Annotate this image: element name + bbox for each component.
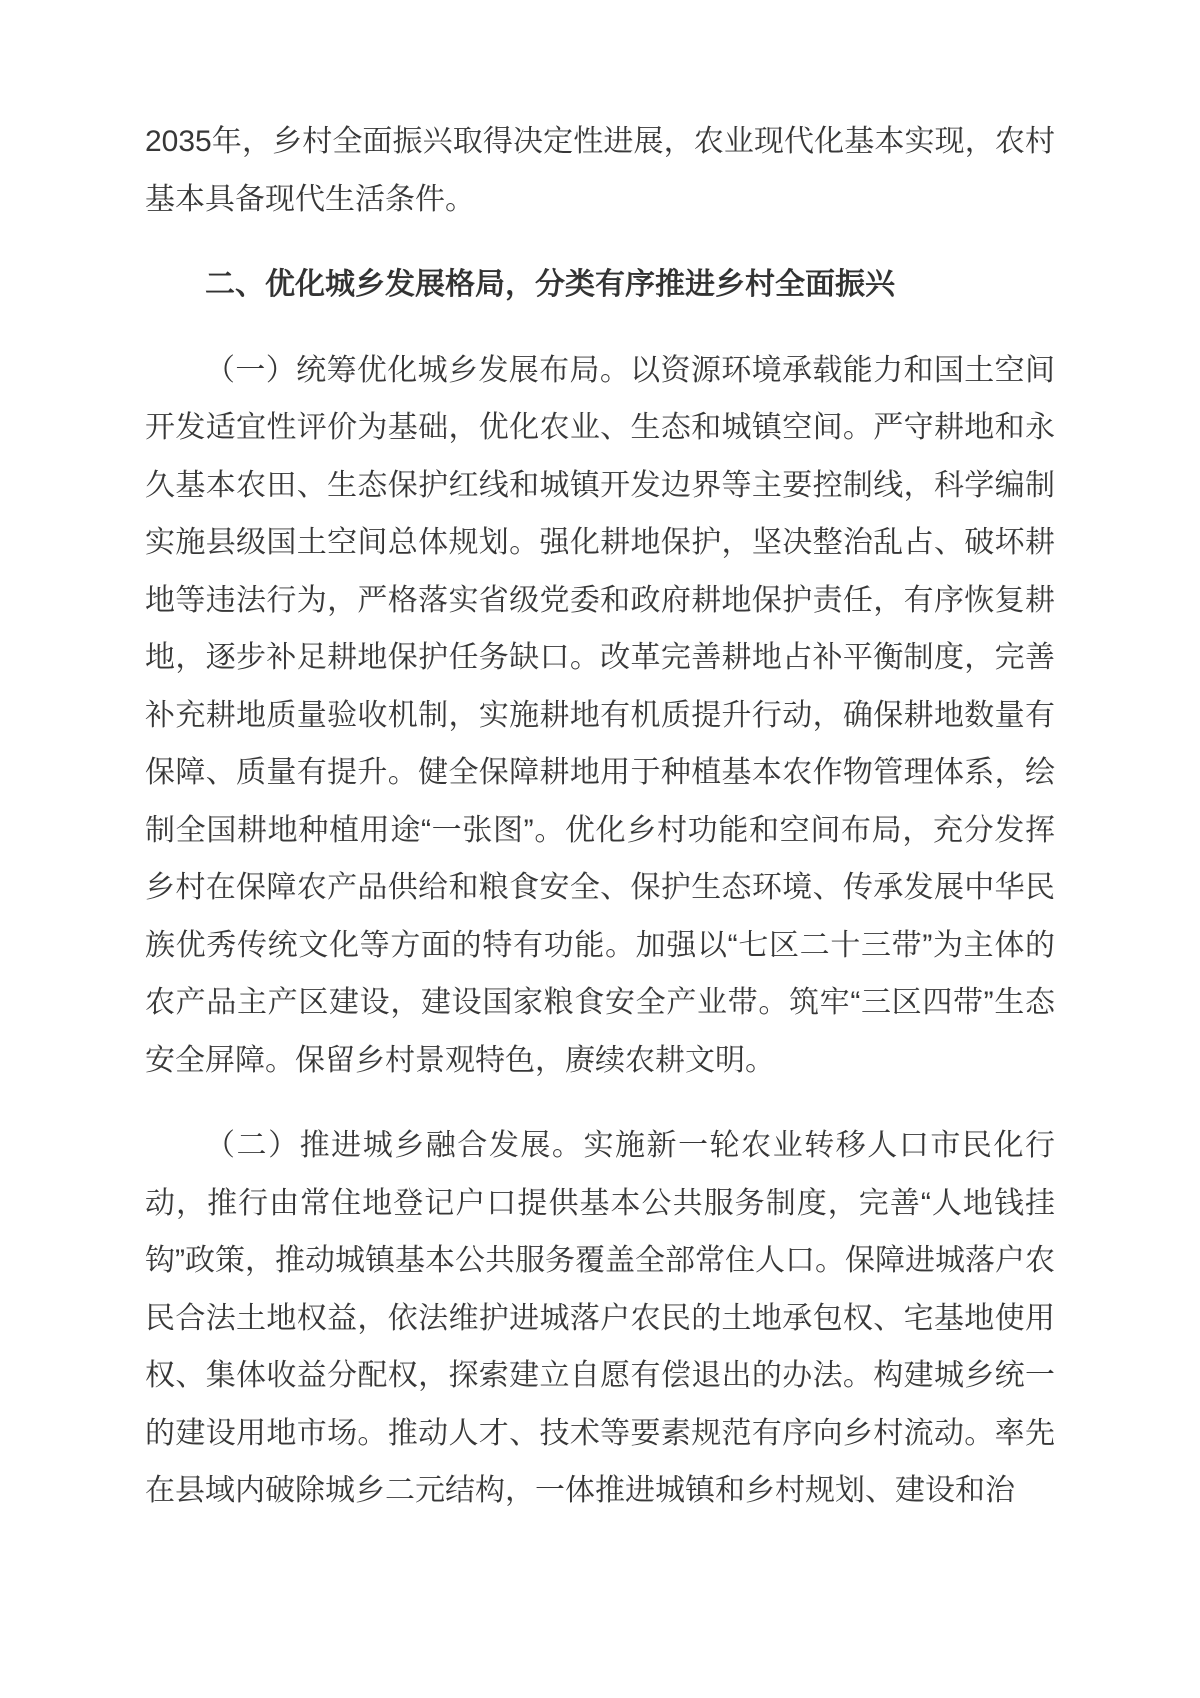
paragraph-item-1: （一）统筹优化城乡发展布局。以资源环境承载能力和国土空间开发适宜性评价为基础，优化农业、生态和城镇空间。严守耕地和永久基本农田、生态保护红线和城镇开发边界等主要控制线，科学编制实施县级国土空间总体规划。强化耕地保护，坚决整治乱占、破坏耕地等违法行为，严格落实省级党委和政府耕地保护责任，有序恢复耕地，逐步补足耕地保护任务缺口。改革完善耕地占补平衡制度，完善补充耕地质量验收机制，实施耕地有机质提升行动，确保耕地数量有保障、质量有提升。健全保障耕地用于种植基本农作物管理体系，绘制全国耕地种植用途“一张图”。优化乡村功能和空间布局，充分发挥乡村在保障农产品供给和粮食安全、保护生态环境、传承发展中华民族优秀传统文化等方面的特有功能。加强以“七区二十三带”为主体的农产品主产区建设，建设国家粮食安全产业带。筑牢“三区四带”生态安全屏障。保留乡村景观特色，赓续农耕文明。 — [145, 353, 1055, 1077]
section-heading: 二、优化城乡发展格局，分类有序推进乡村全面振兴 — [205, 268, 895, 301]
paragraph-item-2: （二）推进城乡融合发展。实施新一轮农业转移人口市民化行动，推行由常住地登记户口提供基本公共服务制度，完善“人地钱挂钩”政策，推动城镇基本公共服务覆盖全部常住人口。保障进城落户农民合法土地权益，依法维护进城落户农民的土地承包权、宅基地使用权、集体收益分配权，探索建立自愿有偿退出的办法。构建城乡统一的建设用地市场。推动人才、技术等要素规范有序向乡村流动。率先在县域内破除城乡二元结构，一体推进城镇和乡村规划、建设和治 — [145, 1129, 1055, 1507]
document-content — [145, 113, 1055, 1548]
paragraph-continuation: 2035年，乡村全面振兴取得决定性进展，农业现代化基本实现，农村基本具备现代生活条件。 — [145, 125, 1055, 216]
